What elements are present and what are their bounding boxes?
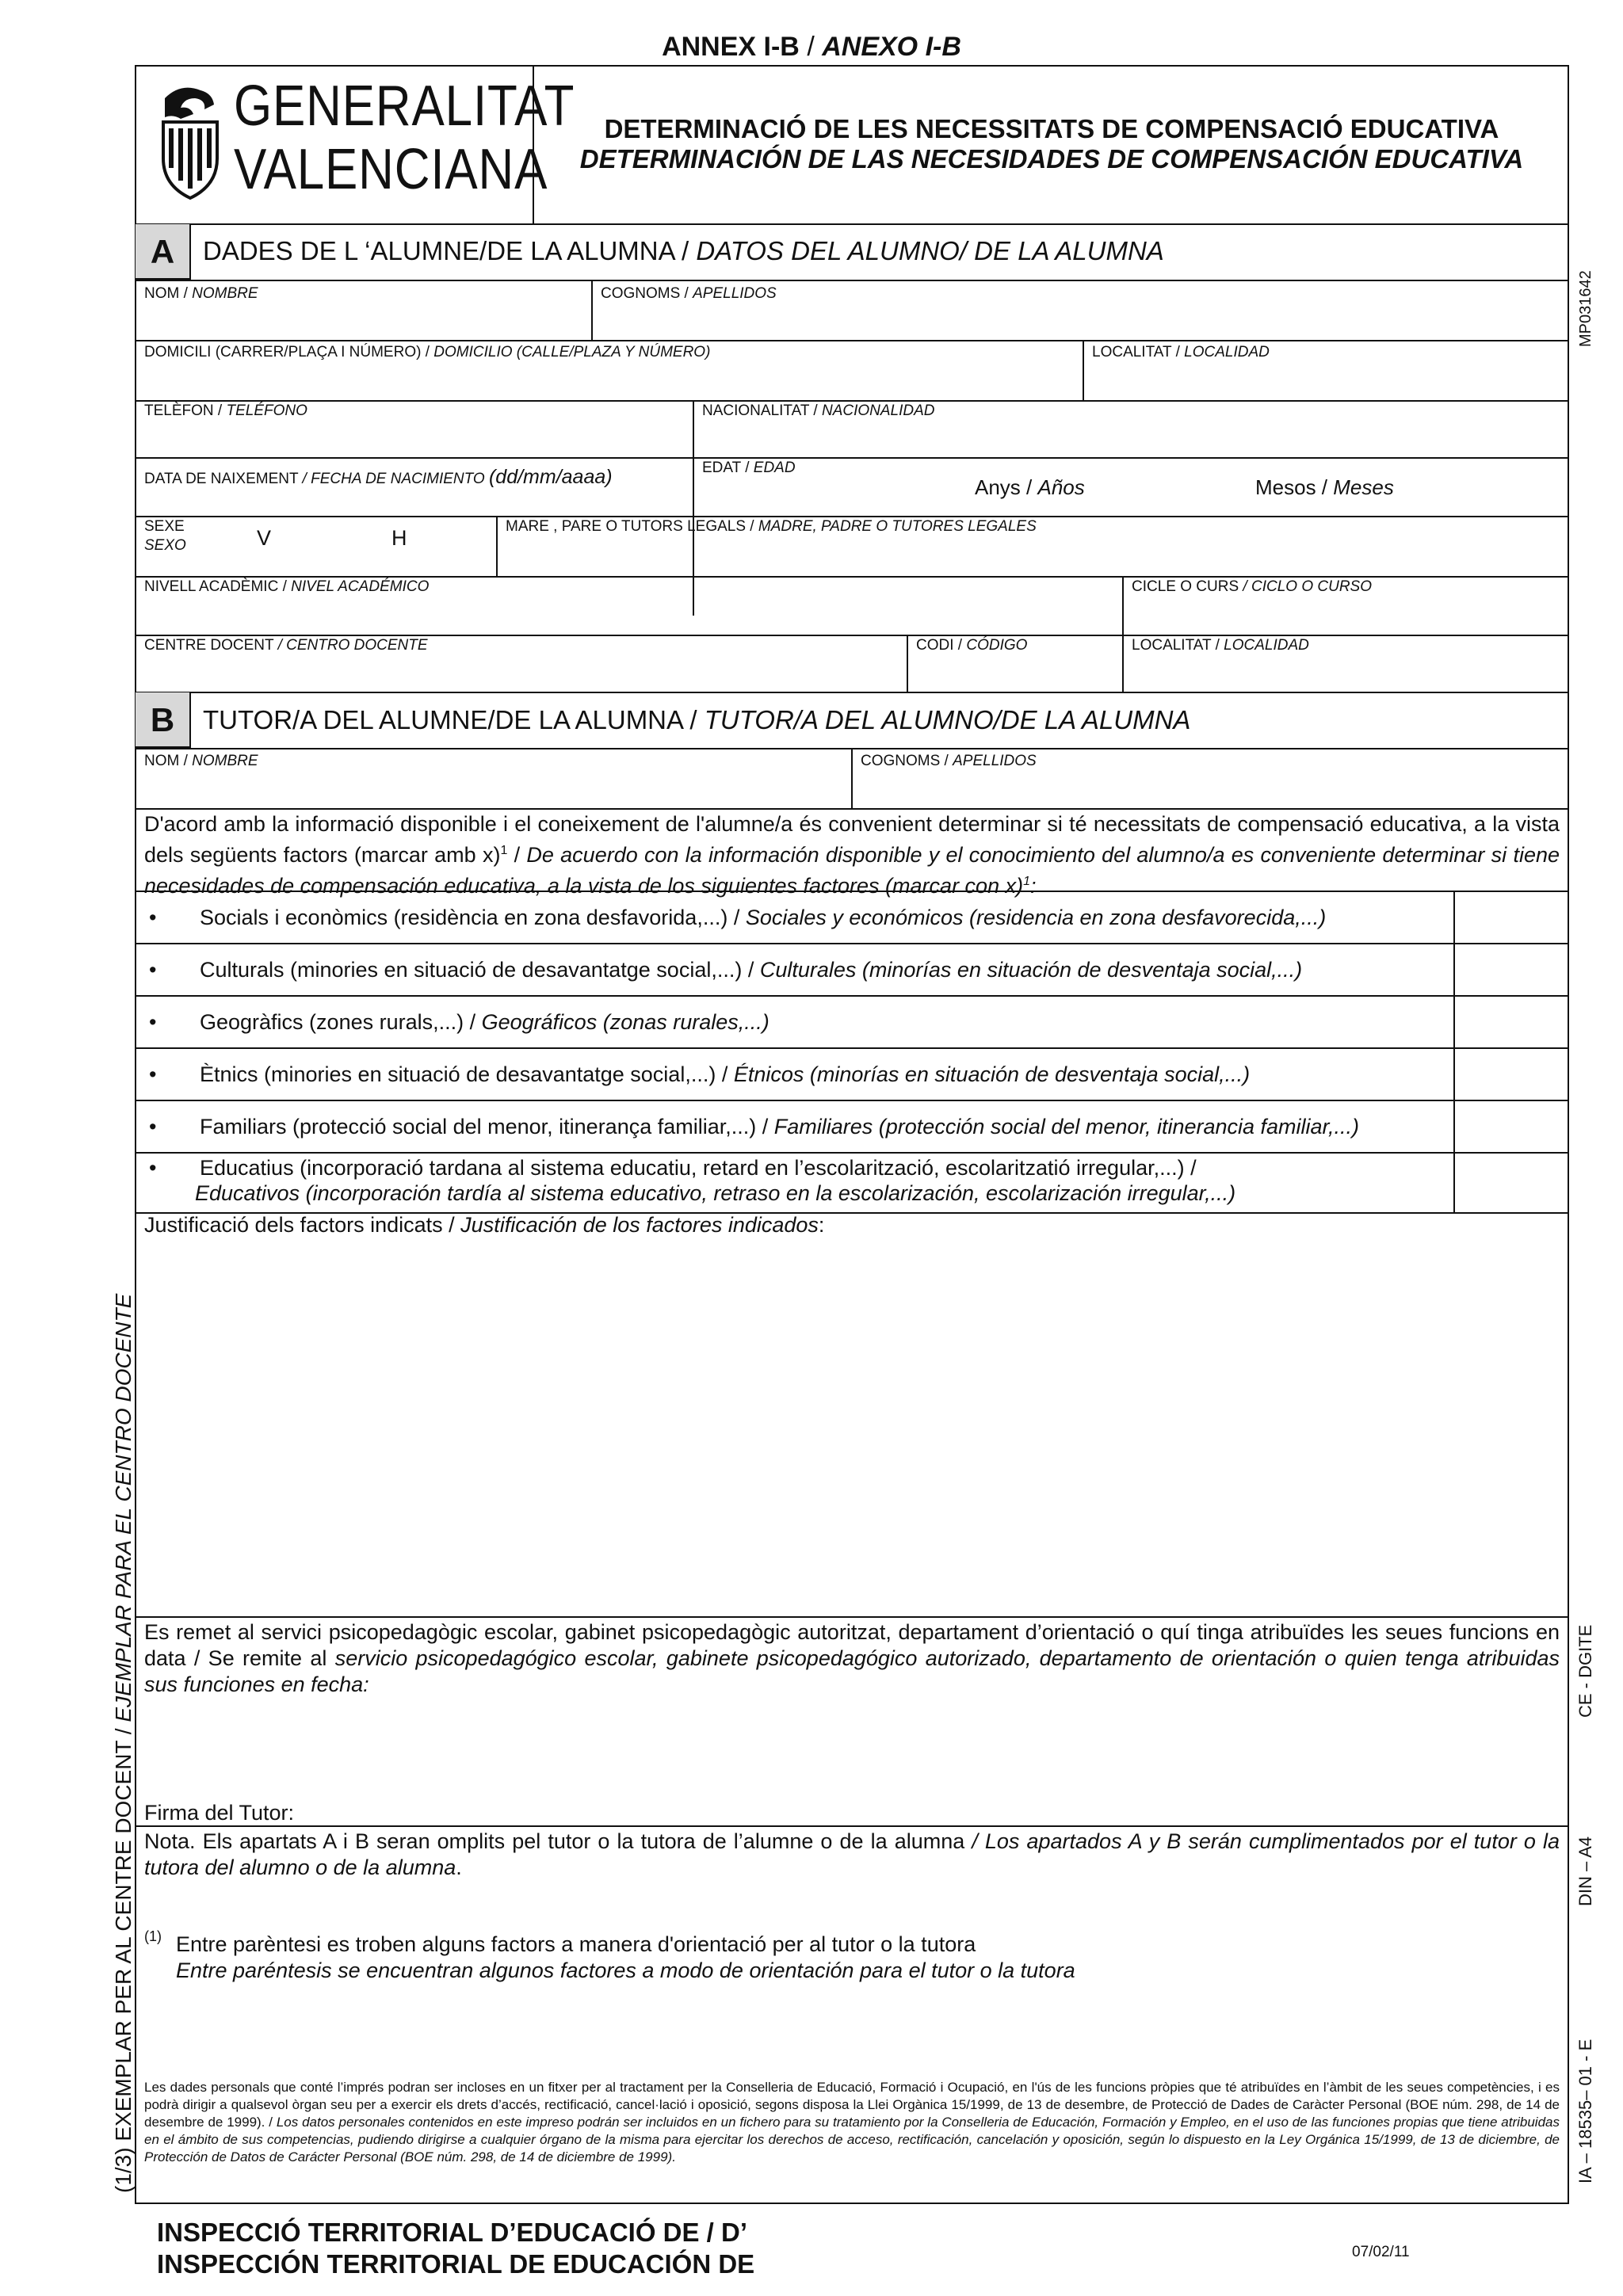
factor-ca: Familiars (protecció social del menor, itinerança familiar,...) / bbox=[200, 1115, 774, 1138]
field-nacionalitat-ca: NACIONALITAT / bbox=[702, 402, 822, 419]
factor-es: Geográficos (zonas rurales,...) bbox=[481, 1010, 769, 1034]
divider bbox=[135, 808, 1569, 810]
footer-line1: INSPECCIÓ TERRITORIAL D’EDUCACIÓ DE / D’ bbox=[157, 2218, 748, 2247]
annex-title bbox=[0, 32, 1623, 63]
field-naixement-fmt: (dd/mm/aaaa) bbox=[488, 466, 613, 488]
field-centre-ca: CENTRE DOCENT bbox=[144, 637, 278, 654]
field-nivell[interactable] bbox=[144, 578, 429, 596]
note-paragraph bbox=[144, 1829, 1560, 1881]
field-tutors[interactable] bbox=[506, 518, 1037, 536]
field-domicili[interactable] bbox=[144, 344, 710, 361]
divider bbox=[135, 635, 1569, 636]
field-cicle-ca: CICLE O CURS bbox=[1132, 578, 1243, 595]
field-edat[interactable] bbox=[702, 460, 796, 477]
bullet: • bbox=[149, 958, 157, 982]
privacy-es: Los datos personales contenidos en este impreso podrán ser incluidos en un fichero para su tratamiento por la Conselleria de Educación, Formación y Empleo, en el uso de las funciones propias que tiene atribuidas en el ámbito de sus competencias, pudiendo dirigirse a cualquier órgano de la misma para ejercitar los derechos de acceso, rectificación, cancelación y oposición, según lo dispuesto en la Ley Orgánica 15/1999, de 13 de diciembre, de Protección de Datos de Carácter Personal (BOE núm. 298, de 14 de diciembre de 1999). bbox=[144, 2115, 1560, 2164]
section-a-title bbox=[203, 236, 1164, 266]
field-anys-ca: Anys / bbox=[975, 475, 1038, 499]
field-codi-ca: CODI / bbox=[916, 637, 967, 654]
sexe-option-v[interactable]: V bbox=[257, 526, 272, 550]
field-cognoms-es: APELLIDOS bbox=[693, 285, 777, 302]
field-nom[interactable] bbox=[144, 285, 258, 303]
field-tutor-cognoms-ca: COGNOMS / bbox=[861, 753, 953, 769]
bullet: • bbox=[149, 1115, 157, 1138]
divider bbox=[693, 400, 694, 616]
factor-es: Familiares (protección social del menor, itinerancia familiar,...) bbox=[773, 1115, 1360, 1138]
factor-row bbox=[144, 1010, 769, 1035]
factor-es: Educativos (incorporación tardía al sistema educativo, retraso en la escolarización, escolarización irregular,...) bbox=[195, 1181, 1236, 1205]
factor-checkbox[interactable] bbox=[1455, 997, 1568, 1047]
factor-es: Sociales y económicos (residencia en zona desfavorecida,...) bbox=[745, 906, 1327, 929]
field-centre-es: / CENTRO DOCENTE bbox=[277, 637, 428, 654]
factor-es: Culturales (minorías en situación de desventaja social,...) bbox=[759, 958, 1303, 982]
intro-end: : bbox=[1030, 874, 1037, 898]
field-mesos bbox=[1255, 475, 1394, 500]
side-ce-dgite: CE - DGITE bbox=[1575, 1624, 1595, 1718]
field-mesos-ca: Mesos / bbox=[1255, 475, 1334, 499]
divider bbox=[135, 457, 1569, 459]
field-localitat2-ca: LOCALITAT / bbox=[1132, 637, 1224, 654]
note-es: / Los apartados A y B serán cumplimentados por el tutor o la tutora del alumno o de la alumna bbox=[144, 1829, 1560, 1879]
factor-row bbox=[144, 1155, 1235, 1206]
divider bbox=[1122, 576, 1124, 692]
field-nacionalitat-es: NACIONALIDAD bbox=[821, 402, 935, 419]
divider bbox=[135, 576, 1569, 578]
section-a-title-es: DATOS DEL ALUMNO/ DE LA ALUMNA bbox=[696, 236, 1164, 265]
field-localitat-centre[interactable] bbox=[1132, 637, 1309, 654]
divider bbox=[135, 280, 1569, 281]
divider bbox=[135, 692, 1569, 693]
justification-field[interactable] bbox=[144, 1212, 1560, 1611]
footnote-text bbox=[176, 1932, 1075, 1984]
field-domicili-es: DOMICILIO (CALLE/PLAZA Y NÚMERO) bbox=[433, 344, 711, 360]
field-edat-ca: EDAT / bbox=[702, 460, 754, 476]
side-form-code: MP031642 bbox=[1577, 270, 1594, 347]
factor-checkbox[interactable] bbox=[1455, 1049, 1568, 1100]
title-ca: DETERMINACIÓ DE LES NECESSITATS DE COMPENSACIÓ EDUCATIVA bbox=[604, 114, 1499, 143]
section-a-letter: A bbox=[136, 224, 191, 280]
field-cognoms-ca: COGNOMS / bbox=[601, 285, 693, 302]
side-copy-label bbox=[111, 1294, 136, 2193]
intro-ca: D'acord amb la informació disponible i el coneixement de l'alumne/a és convenient determinar si té necessitats de compensació educativa, a la vista dels següents factors (marcar amb x) bbox=[144, 812, 1560, 867]
intro-paragraph bbox=[144, 811, 1560, 899]
field-nivell-ca: NIVELL ACADÈMIC / bbox=[144, 578, 292, 595]
field-cognoms[interactable] bbox=[601, 285, 777, 303]
remit-paragraph bbox=[144, 1619, 1560, 1698]
field-telefon-ca: TELÈFON / bbox=[144, 402, 227, 419]
field-tutor-cognoms-es: APELLIDOS bbox=[953, 753, 1037, 769]
divider bbox=[135, 1152, 1569, 1154]
field-tutors-ca: MARE , PARE O TUTORS LEGALS / bbox=[506, 518, 758, 535]
field-naixement[interactable] bbox=[144, 466, 613, 489]
section-a-title-ca: DADES DE L ‘ALUMNE/DE LA ALUMNA / bbox=[203, 236, 697, 265]
signature-label[interactable]: Firma del Tutor: bbox=[144, 1801, 295, 1825]
divider bbox=[1083, 340, 1084, 400]
intro-es: De acuerdo con la información disponible y el conocimiento del alumno/a es conveniente determinar si tiene necesidades de compensación educativa, a la vista de los siguientes factores (marcar con x) bbox=[144, 843, 1560, 898]
field-centre[interactable] bbox=[144, 637, 428, 654]
divider bbox=[135, 516, 1569, 517]
field-nacionalitat[interactable] bbox=[702, 402, 935, 420]
footer-line2: INSPECCIÓN TERRITORIAL DE EDUCACIÓN DE bbox=[157, 2249, 755, 2279]
annex-ca: ANNEX I-B bbox=[662, 32, 800, 62]
logo-text-line2: VALENCIANA bbox=[234, 138, 548, 201]
divider bbox=[135, 340, 1569, 341]
field-domicili-ca: DOMICILI (CARRER/PLAÇA I NÚMERO) / bbox=[144, 344, 434, 360]
bullet: • bbox=[149, 1062, 157, 1086]
divider bbox=[591, 280, 593, 340]
factor-ca: Geogràfics (zones rurals,...) / bbox=[200, 1010, 482, 1034]
field-codi-es: CÓDIGO bbox=[966, 637, 1028, 654]
justification-ca: Justificació dels factors indicats / bbox=[144, 1213, 461, 1237]
divider bbox=[135, 400, 1569, 402]
intro-sep: / bbox=[507, 843, 527, 867]
field-nivell-es: NIVEL ACADÉMICO bbox=[291, 578, 430, 595]
divider bbox=[135, 943, 1569, 944]
field-sexe-ca: SEXE bbox=[144, 518, 185, 535]
factor-ca: Educatius (incorporació tardana al sistema educatiu, retard en l’escolarització, escolaritzatió irregular,...) / bbox=[200, 1156, 1197, 1180]
title-box bbox=[534, 65, 1569, 223]
factor-row bbox=[144, 1115, 1359, 1139]
field-mesos-es: Meses bbox=[1333, 475, 1394, 499]
logo-box bbox=[135, 65, 575, 223]
note-end: . bbox=[456, 1855, 462, 1879]
field-nom-ca: NOM / bbox=[144, 285, 193, 302]
generalitat-emblem-icon bbox=[157, 82, 224, 201]
field-cicle-es: / CICLO O CURSO bbox=[1243, 578, 1372, 595]
field-telefon[interactable] bbox=[144, 402, 307, 420]
field-anys-es: Años bbox=[1037, 475, 1085, 499]
bullet: • bbox=[149, 1010, 157, 1034]
field-localitat2-es: LOCALIDAD bbox=[1224, 637, 1309, 654]
logo-text-line1: GENERALITAT bbox=[234, 74, 575, 138]
footnote-mark: (1) bbox=[144, 1928, 162, 1944]
section-b-title-ca: TUTOR/A DEL ALUMNE/DE LA ALUMNA / bbox=[203, 705, 705, 734]
divider bbox=[135, 995, 1569, 997]
footnote-ca: Entre parèntesi es troben alguns factors a manera d'orientació per al tutor o la tutora bbox=[176, 1932, 976, 1956]
field-nom-es: NOMBRE bbox=[192, 285, 258, 302]
section-b-title-es: TUTOR/A DEL ALUMNO/DE LA ALUMNA bbox=[704, 705, 1191, 734]
side-ia-code: IA – 18535– 01 - E bbox=[1575, 2039, 1595, 2183]
field-tutor-nom-es: NOMBRE bbox=[192, 753, 258, 769]
footer-date: 07/02/11 bbox=[1352, 2244, 1410, 2260]
factor-row bbox=[144, 906, 1326, 930]
justification-end: : bbox=[818, 1213, 825, 1237]
factor-row bbox=[144, 1062, 1250, 1087]
field-telefon-es: TELÉFONO bbox=[226, 402, 307, 419]
field-tutor-nom-ca: NOM / bbox=[144, 753, 193, 769]
divider bbox=[135, 891, 1569, 892]
footer-inspection bbox=[157, 2217, 754, 2280]
sexe-option-h[interactable]: H bbox=[391, 526, 407, 550]
factor-checkbox[interactable] bbox=[1455, 892, 1568, 943]
divider bbox=[135, 1100, 1569, 1101]
bullet: • bbox=[149, 906, 157, 929]
divider bbox=[135, 1616, 1569, 1618]
factor-checkbox[interactable] bbox=[1455, 1154, 1568, 1211]
justification-es: Justificación de los factores indicados bbox=[460, 1213, 819, 1237]
annex-sep: / bbox=[799, 32, 823, 62]
title-es: DETERMINACIÓN DE LAS NECESIDADES DE COMPENSACIÓN EDUCATIVA bbox=[579, 144, 1524, 174]
field-tutor-nom[interactable] bbox=[144, 753, 258, 770]
annex-es: ANEXO I-B bbox=[822, 32, 961, 62]
privacy-notice bbox=[144, 2079, 1560, 2166]
side-left-ca: (1/3) EXEMPLAR PER AL CENTRE DOCENT / bbox=[111, 1722, 136, 2193]
field-codi[interactable] bbox=[916, 637, 1027, 654]
field-edat-es: EDAD bbox=[753, 460, 796, 476]
section-b-title bbox=[203, 705, 1190, 735]
field-naixement-ca: DATA DE NAIXEMENT bbox=[144, 471, 303, 487]
divider bbox=[907, 635, 908, 692]
divider bbox=[135, 1825, 1569, 1827]
factor-row bbox=[144, 958, 1302, 982]
divider bbox=[496, 516, 498, 576]
factor-es: Étnicos (minorías en situación de desventaja social,...) bbox=[733, 1062, 1251, 1086]
intro-sup: 1 bbox=[500, 844, 508, 857]
remit-ca: Es remet al servici psicopedagògic escolar, gabinet psicopedagògic autoritzat, departament d’orientació o quí tinga atribuïdes les seues funcions en data / Se remite al bbox=[144, 1620, 1560, 1670]
side-din-a4: DIN – A4 bbox=[1575, 1836, 1595, 1906]
field-cicle[interactable] bbox=[1132, 578, 1372, 596]
divider bbox=[851, 748, 853, 808]
note-ca: Nota. Els apartats A i B seran omplits pel tutor o la tutora de l’alumne o de la alumna bbox=[144, 1829, 972, 1853]
side-left-es: EJEMPLAR PARA EL CENTRO DOCENTE bbox=[111, 1293, 136, 1722]
field-anys bbox=[975, 475, 1085, 500]
factor-ca: Culturals (minories en situació de desavantatge social,...) / bbox=[200, 958, 760, 982]
factor-checkbox[interactable] bbox=[1455, 1101, 1568, 1152]
field-tutors-es: MADRE, PADRE O TUTORES LEGALES bbox=[758, 518, 1037, 535]
section-b-letter: B bbox=[136, 692, 191, 748]
factor-checkbox[interactable] bbox=[1455, 944, 1568, 995]
divider bbox=[135, 1047, 1569, 1049]
privacy-ca: Les dades personals que conté l’imprés podran ser incloses en un fitxer per al tractament per la Conselleria de Educació, Formació i Ocupació, en l'ús de les funcions pròpies que té atribuïdes en l’àmbit de les seues competències, i es podrà dirigir a qualsevol òrgan seu per a exercir els drets d’accés, rectificació, cancel·lació i oposició, segons disposa la Llei Orgànica 15/1999, de 13 de desembre, de Protecció de Dades de Caràcter Personal (BOE núm. 298, de 14 de desembre de 1999). / bbox=[144, 2080, 1560, 2130]
factor-ca: Ètnics (minories en situació de desavantatge social,...) / bbox=[200, 1062, 734, 1086]
remit-es: servicio psicopedagógico escolar, gabinete psicopedagógico autorizado, departamento de orientación o quien tenga atribuidas sus funciones en fecha: bbox=[144, 1646, 1560, 1696]
field-localitat-ca: LOCALITAT / bbox=[1092, 344, 1185, 360]
field-naixement-es: / FECHA DE NACIMIENTO bbox=[302, 471, 489, 487]
divider bbox=[135, 223, 1569, 225]
footnote-es: Entre paréntesis se encuentran algunos factores a modo de orientación para el tutor o la tutora bbox=[176, 1958, 1075, 1982]
field-localitat-es: LOCALIDAD bbox=[1184, 344, 1270, 360]
field-sexe-es: SEXO bbox=[144, 537, 186, 554]
bullet: • bbox=[149, 1156, 157, 1180]
field-tutor-cognoms[interactable] bbox=[861, 753, 1037, 770]
intro-sup2: 1 bbox=[1023, 875, 1030, 888]
factor-ca: Socials i econòmics (residència en zona desfavorida,...) / bbox=[200, 906, 746, 929]
field-localitat[interactable] bbox=[1092, 344, 1270, 361]
